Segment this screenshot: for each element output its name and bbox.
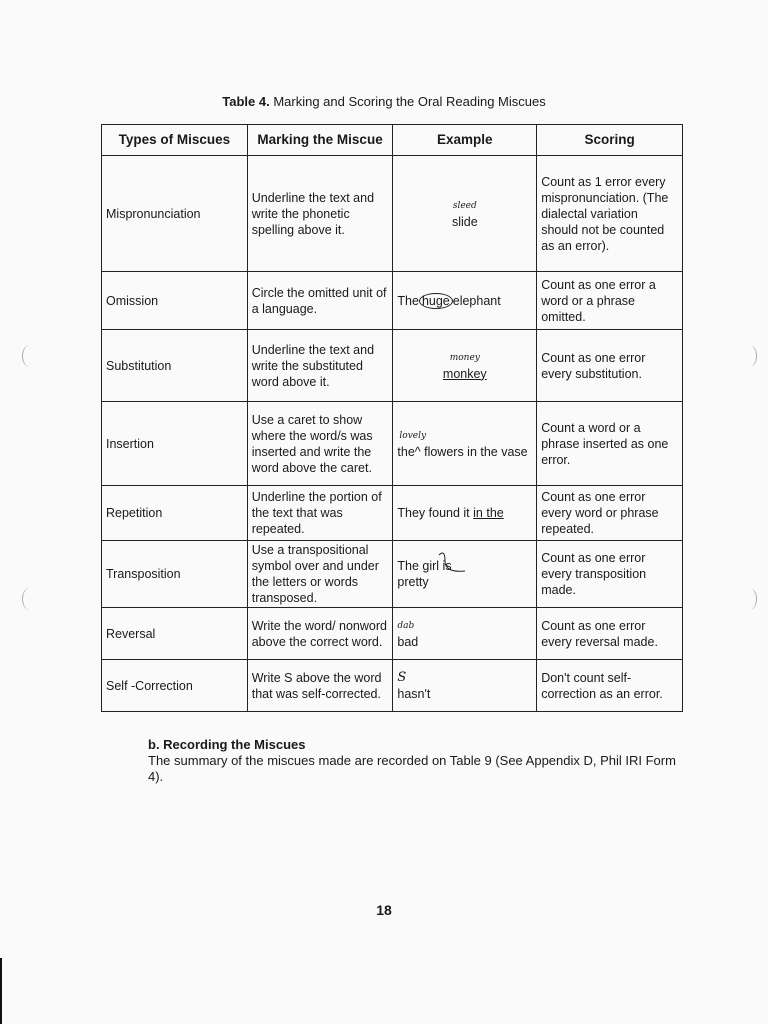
marking-cell: Use a caret to show where the word/s was inserted and write the word above the caret. xyxy=(247,402,393,486)
type-cell: Omission xyxy=(102,272,248,330)
miscues-table xyxy=(101,124,683,712)
example-cell xyxy=(393,330,537,402)
scoring-cell: Count as one error every substitution. xyxy=(537,330,683,402)
scoring-cell: Count as 1 error every mispronunciation. (The dialectal variation should not be counted as an error). xyxy=(537,156,683,272)
example-text: hasn't xyxy=(397,686,431,701)
table-row xyxy=(102,541,683,608)
table-row xyxy=(102,660,683,712)
section-heading: b. Recording the Miscues xyxy=(148,737,306,752)
example-annotation: lovely xyxy=(399,430,427,441)
punch-hole-mark xyxy=(22,345,37,367)
marking-cell: Underline the text and write the phonetic spelling above it. xyxy=(247,156,393,272)
example-text: monkey xyxy=(442,366,487,381)
example-cell xyxy=(393,660,537,712)
example-cell xyxy=(393,272,537,330)
caption-label: Table 4. xyxy=(222,94,270,109)
type-cell: Insertion xyxy=(102,402,248,486)
punch-hole-mark xyxy=(22,588,37,610)
example-cell xyxy=(393,608,537,660)
type-cell: Reversal xyxy=(102,608,248,660)
table-caption xyxy=(0,94,768,109)
scoring-cell: Count as one error every transposition made. xyxy=(537,541,683,608)
example-text: The girl is pretty xyxy=(397,559,452,589)
example-text: slide xyxy=(451,214,478,229)
example-text: They found it xyxy=(397,506,474,520)
example-cell xyxy=(393,486,537,541)
table-row xyxy=(102,272,683,330)
scan-edge xyxy=(0,958,2,1024)
marking-cell: Write the word/ nonword above the correct word. xyxy=(247,608,393,660)
example-text: the^ flowers in the vase xyxy=(397,444,528,459)
table-row xyxy=(102,402,683,486)
table-row xyxy=(102,156,683,272)
scoring-cell: Count as one error every word or phrase repeated. xyxy=(537,486,683,541)
type-cell: Mispronunciation xyxy=(102,156,248,272)
section-body: The summary of the miscues made are recorded on Table 9 (See Appendix D, Phil IRI Form 4). xyxy=(148,753,676,784)
table-row xyxy=(102,330,683,402)
page-number: 18 xyxy=(376,902,392,918)
punch-hole-mark xyxy=(742,345,757,367)
scoring-cell: Count as one error a word or a phrase omitted. xyxy=(537,272,683,330)
type-cell: Transposition xyxy=(102,541,248,608)
scoring-cell: Count as one error every reversal made. xyxy=(537,608,683,660)
example-text: bad xyxy=(397,634,419,649)
table-row xyxy=(102,486,683,541)
example-annotation: sleed xyxy=(452,200,477,211)
table-row xyxy=(102,608,683,660)
marking-cell: Underline the text and write the substituted word above it. xyxy=(247,330,393,402)
example-cell xyxy=(393,156,537,272)
marking-cell: Use a transpositional symbol over and under the letters or words transposed. xyxy=(247,541,393,608)
marking-cell: Write S above the word that was self-corrected. xyxy=(247,660,393,712)
marking-cell: Underline the portion of the text that was repeated. xyxy=(247,486,393,541)
example-annotation: S xyxy=(397,669,407,685)
example-cell xyxy=(393,541,537,608)
example-annotation: money xyxy=(449,352,480,363)
example-text-post: elephant xyxy=(452,293,501,308)
example-annotation: dab xyxy=(397,620,415,631)
scoring-cell: Don't count self-correction as an error. xyxy=(537,660,683,712)
transposition-mark xyxy=(435,549,469,579)
scoring-cell: Count a word or a phrase inserted as one error. xyxy=(537,402,683,486)
header-types: Types of Miscues xyxy=(102,125,248,156)
example-cell xyxy=(393,402,537,486)
example-text-pre: The xyxy=(397,293,419,308)
type-cell: Self -Correction xyxy=(102,660,248,712)
type-cell: Substitution xyxy=(102,330,248,402)
recording-section xyxy=(148,737,678,785)
example-underlined: in the xyxy=(473,506,504,520)
caption-text: Marking and Scoring the Oral Reading Miscues xyxy=(273,94,546,109)
type-cell: Repetition xyxy=(102,486,248,541)
header-scoring: Scoring xyxy=(537,125,683,156)
table-header-row xyxy=(102,125,683,156)
punch-hole-mark xyxy=(742,588,757,610)
example-circled-word: huge xyxy=(419,293,453,309)
marking-cell: Circle the omitted unit of a language. xyxy=(247,272,393,330)
header-example: Example xyxy=(393,125,537,156)
header-marking: Marking the Miscue xyxy=(247,125,393,156)
